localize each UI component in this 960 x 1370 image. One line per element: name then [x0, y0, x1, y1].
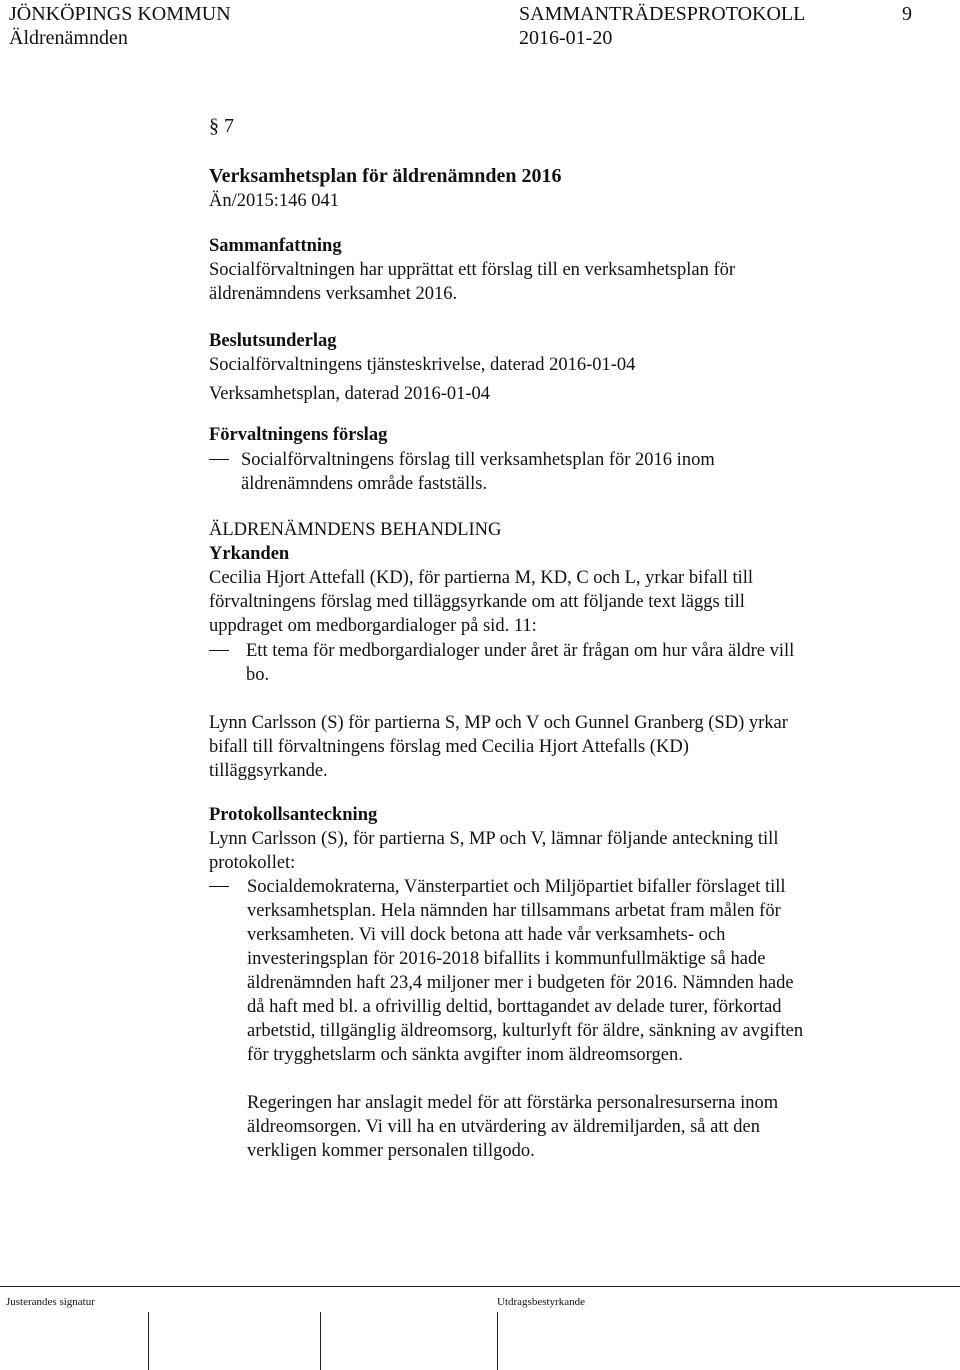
- basis-item: Verksamhetsplan, daterad 2016-01-04: [209, 384, 491, 404]
- treatment-second-line: bifall till förvaltningens förslag med Cecilia Hjort Attefalls (KD): [209, 737, 689, 757]
- summary-line: Socialförvaltningen har upprättat ett förslag till en verksamhetsplan för: [209, 260, 736, 280]
- note-heading: Protokollsanteckning: [209, 805, 378, 825]
- note-bullet-line: investeringsplan för 2016-2018 bifallits i kommunfullmäktige så hade: [247, 949, 766, 969]
- note-bullet-line: då haft med bl. a ofrivillig deltid, borttagandet av delade turer, förkortad: [247, 997, 782, 1017]
- proposal-bullet-line: Socialförvaltningens förslag till verksamhetsplan för 2016 inom: [241, 450, 715, 470]
- header-page-number: 9: [902, 3, 912, 25]
- footer-right-label: Utdragsbestyrkande: [497, 1296, 585, 1308]
- treatment-line: uppdraget om medborgardialoger på sid. 11:: [209, 616, 537, 636]
- treatment-subheading: Yrkanden: [209, 544, 290, 564]
- header-date: 2016-01-20: [519, 27, 613, 49]
- bullet-dash: [209, 886, 229, 887]
- proposal-heading: Förvaltningens förslag: [209, 425, 388, 445]
- note-bullet-line: verksamhetsplan. Hela nämnden har tillsammans arbetat fram målen för: [247, 901, 781, 921]
- signature-box-divider: [148, 1312, 149, 1370]
- note-continuation-line: verkligen kommer personalen tillgodo.: [247, 1141, 535, 1161]
- proposal-bullet-line: äldrenämndens område fastställs.: [241, 474, 488, 494]
- header-org: JÖNKÖPINGS KOMMUN: [9, 3, 231, 25]
- section-number: § 7: [209, 115, 234, 137]
- basis-heading: Beslutsunderlag: [209, 331, 337, 351]
- treatment-second-line: Lynn Carlsson (S) för partierna S, MP och V och Gunnel Granberg (SD) yrkar: [209, 713, 788, 733]
- section-title: Verksamhetsplan för äldrenämnden 2016: [209, 165, 562, 187]
- note-continuation-line: Regeringen har anslagit medel för att förstärka personalresurserna inom: [247, 1093, 779, 1113]
- footer-left-label: Justerandes signatur: [6, 1296, 95, 1308]
- note-bullet-line: arbetstid, tillgänglig äldreomsorg, kulturlyft för äldre, sänkning av avgiften: [247, 1021, 804, 1041]
- bullet-dash: [209, 650, 229, 651]
- signature-box-divider: [320, 1312, 321, 1370]
- treatment-second-line: tilläggsyrkande.: [209, 761, 328, 781]
- treatment-heading: ÄLDRENÄMNDENS BEHANDLING: [209, 520, 502, 540]
- bullet-dash: [209, 459, 229, 460]
- treatment-line: förvaltningens förslag med tilläggsyrkande om att följande text läggs till: [209, 592, 745, 612]
- treatment-bullet-line: Ett tema för medborgardialoger under året är frågan om hur våra äldre vill: [246, 641, 795, 661]
- section-reference: Än/2015:146 041: [209, 191, 340, 211]
- footer-divider: [0, 1286, 960, 1287]
- treatment-line: Cecilia Hjort Attefall (KD), för partierna M, KD, C och L, yrkar bifall till: [209, 568, 754, 588]
- header-committee: Äldrenämnden: [9, 27, 128, 49]
- basis-item: Socialförvaltningens tjänsteskrivelse, daterad 2016-01-04: [209, 355, 636, 375]
- note-line: Lynn Carlsson (S), för partierna S, MP och V, lämnar följande anteckning till: [209, 829, 779, 849]
- note-bullet-line: Socialdemokraterna, Vänsterpartiet och Miljöpartiet bifaller förslaget till: [247, 877, 786, 897]
- note-line: protokollet:: [209, 853, 296, 873]
- note-bullet-line: för trygghetslarm och sänkta avgifter inom äldreomsorgen.: [247, 1045, 683, 1065]
- header-doc-type: SAMMANTRÄDESPROTOKOLL: [519, 3, 806, 25]
- summary-line: äldrenämndens verksamhet 2016.: [209, 284, 458, 304]
- note-bullet-line: äldrenämnden haft 23,4 miljoner mer i budgeten för 2016. Nämnden hade: [247, 973, 794, 993]
- summary-heading: Sammanfattning: [209, 236, 342, 256]
- note-bullet-line: verksamheten. Vi vill dock betona att hade vår verksamhets- och: [247, 925, 726, 945]
- signature-box-divider: [497, 1312, 498, 1370]
- note-continuation-line: äldreomsorgen. Vi vill ha en utvärdering av äldremiljarden, så att den: [247, 1117, 760, 1137]
- treatment-bullet-line: bo.: [246, 665, 270, 685]
